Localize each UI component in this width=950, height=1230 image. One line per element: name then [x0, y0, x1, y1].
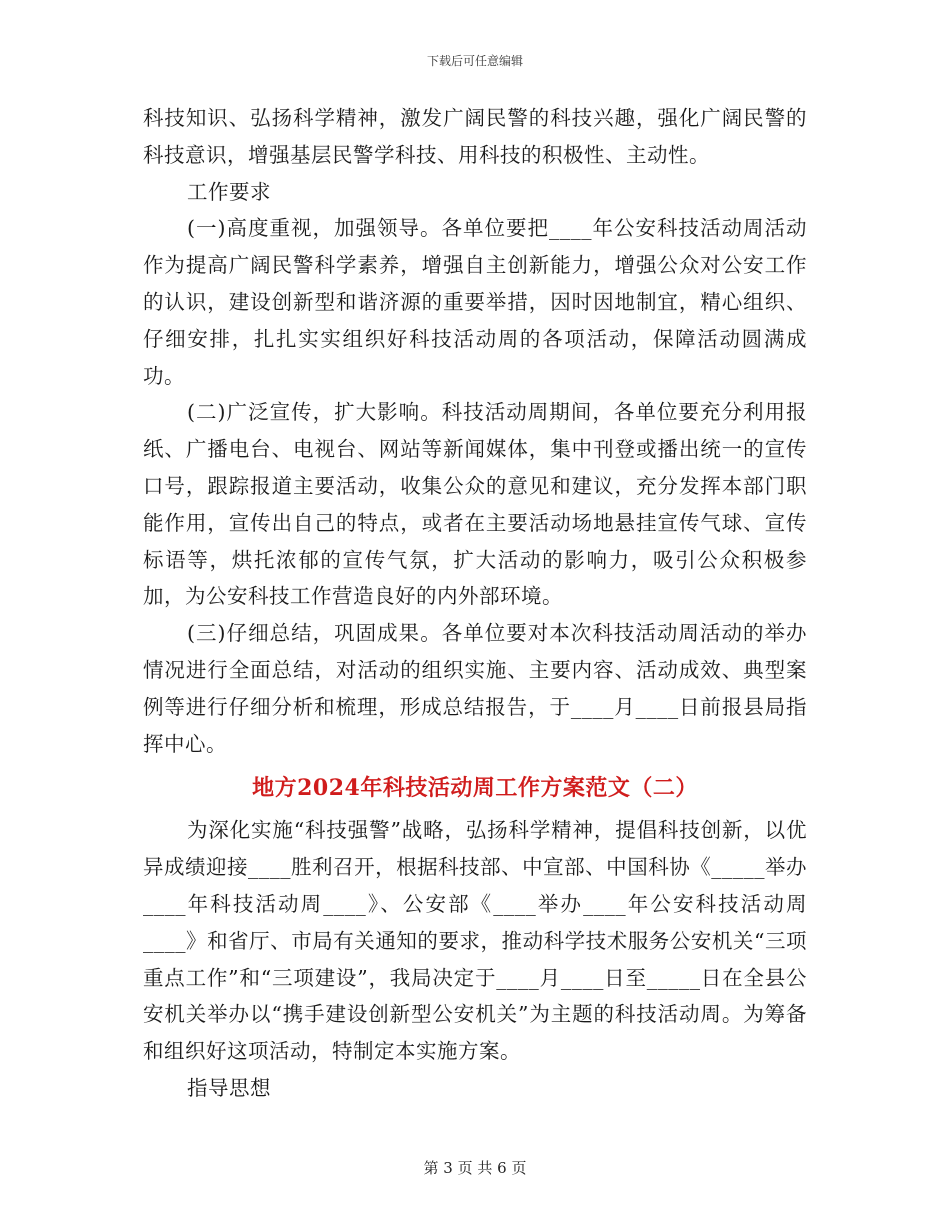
paragraph-requirement-3: (三)仔细总结，巩固成果。各单位要对本次科技活动周活动的举办情况进行全面总结，对活动的组织实施、主要内容、活动成效、典型案例等进行仔细分析和梳理，形成总结报告，于____月____日前报县局指挥中心。	[143, 621, 807, 756]
heading-work-requirements: 工作要求	[187, 179, 271, 204]
paragraph-intro: 为深化实施“科技强警”战略，弘扬科学精神，提倡科技创新，以优异成绩迎接____胜利召开，根据科技部、中宣部、中国科协《_____举办____年科技活动周____》、公安部《____举办____年公安科技活动周____》和省厅、市局有关通知的要求，推动科学技术服务公安机关“三项重点工作”和“三项建设”，我局决定于____月____日至_____日在全县公安机关举办以“携手建设创新型公安机关”为主题的科技活动周。为筹备和组织好这项活动，特制定本实施方案。	[143, 818, 807, 1064]
paragraph-continuation: 科技知识、弘扬科学精神，激发广阔民警的科技兴趣，强化广阔民警的科技意识，增强基层民警学科技、用科技的积极性、主动性。	[143, 106, 807, 167]
section-title: 地方2024年科技活动周工作方案范文（二）	[252, 775, 698, 802]
document-body	[143, 100, 807, 1107]
page-header: 下载后可任意编辑	[426, 54, 523, 68]
paragraph-requirement-1: (一)高度重视，加强领导。各单位要把____年公安科技活动周活动作为提高广阔民警科学素养，增强自主创新能力，增强公众对公安工作的认识，建设创新型和谐济源的重要举措，因时因地制宜，精心组织、仔细安排，扎扎实实组织好科技活动周的各项活动，保障活动圆满成功。	[143, 216, 807, 388]
paragraph-requirement-2: (二)广泛宣传，扩大影响。科技活动周期间，各单位要充分利用报纸、广播电台、电视台、网站等新闻媒体，集中刊登或播出统一的宣传口号，跟踪报道主要活动，收集公众的意见和建议，充分发挥本部门职能作用，宣传出自己的特点，或者在主要活动场地悬挂宣传气球、宣传标语等，烘托浓郁的宣传气氛，扩大活动的影响力，吸引公众积极参加，为公安科技工作营造良好的内外部环境。	[143, 400, 807, 609]
page-footer: 第 3 页 共 6 页	[423, 1159, 527, 1177]
heading-guiding-ideology: 指导思想	[187, 1075, 271, 1100]
